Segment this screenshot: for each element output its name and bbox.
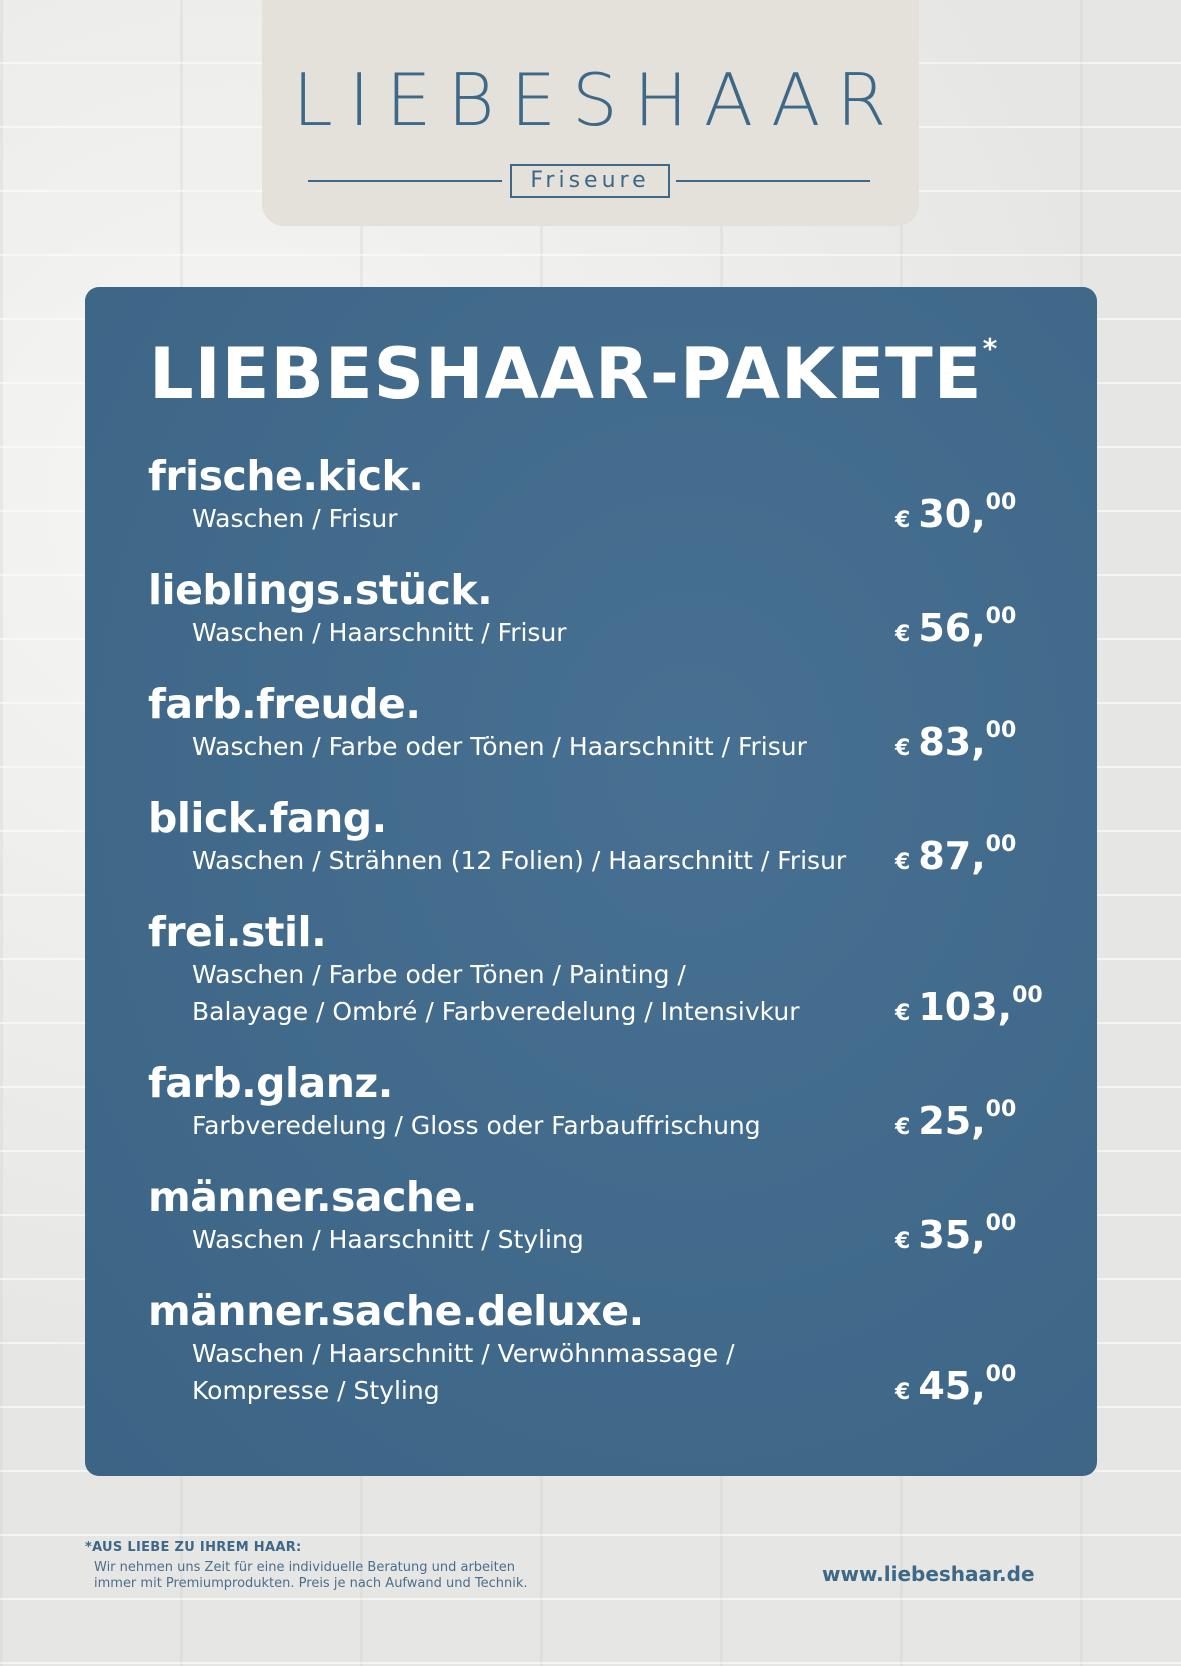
footnote-line: immer mit Premiumprodukten. Preis je nach Aufwand und Technik. [94,1576,528,1591]
price-amount: 35, [918,1213,986,1257]
package-price [895,492,1016,536]
currency-symbol: € [895,1115,911,1140]
package-price [895,834,1016,878]
price-amount: 103, [918,985,1013,1029]
package-name: blick.fang. [148,794,387,842]
package-name: frei.stil. [148,908,327,956]
footnote-text [94,1560,634,1592]
price-amount: 87, [918,834,986,878]
logo-wordmark: LIEBESHAAR [292,58,903,142]
package-name: farb.freude. [148,680,421,728]
package-price [895,1364,1016,1408]
package-price [895,1213,1016,1257]
package-price [895,606,1016,650]
footnote-line: Wir nehmen uns Zeit für eine individuelle Beratung und arbeiten [94,1560,515,1575]
package-description: Waschen / Haarschnitt / Frisur [192,618,567,647]
price-cents: 00 [985,604,1017,629]
currency-symbol: € [895,1380,911,1405]
package-name: frische.kick. [148,452,424,500]
package-description: Waschen / Haarschnitt / Verwöhnmassage / [192,1339,735,1368]
footnote-mark: * [982,332,999,365]
package-price [895,1099,1016,1143]
package-name: männer.sache.deluxe. [148,1287,644,1335]
price-cents: 00 [1012,983,1043,1008]
package-description: Kompresse / Styling [192,1376,440,1405]
logo-subtitle: Friseure [510,164,670,198]
price-amount: 30, [918,492,986,536]
website-link[interactable]: www.liebeshaar.de [822,1562,1035,1586]
currency-symbol: € [895,1001,911,1026]
package-description: Waschen / Haarschnitt / Styling [192,1225,584,1254]
price-cents: 00 [985,1362,1017,1387]
price-cents: 00 [985,490,1017,515]
price-amount: 25, [918,1099,986,1143]
price-amount: 83, [918,720,986,764]
package-price [895,720,1016,764]
currency-symbol: € [895,1229,911,1254]
currency-symbol: € [895,736,911,761]
card-title [149,332,999,415]
price-amount: 45, [918,1364,986,1408]
package-name: männer.sache. [148,1173,477,1221]
package-price [895,985,1043,1029]
card-title-text: LIEBESHAAR-PAKETE [149,333,983,415]
package-description: Farbveredelung / Gloss oder Farbauffrischung [192,1111,761,1140]
package-description: Waschen / Farbe oder Tönen / Haarschnitt / Frisur [192,732,807,761]
price-cents: 00 [985,832,1017,857]
package-description: Waschen / Farbe oder Tönen / Painting / [192,960,686,989]
footnote-title: *AUS LIEBE ZU IHREM HAAR: [85,1540,302,1555]
package-description: Waschen / Strähnen (12 Folien) / Haarschnitt / Frisur [192,846,847,875]
price-cents: 00 [985,1097,1017,1122]
package-name: farb.glanz. [148,1059,393,1107]
price-amount: 56, [918,606,986,650]
packages-card [85,287,1097,1476]
package-description: Waschen / Frisur [192,504,398,533]
currency-symbol: € [895,622,911,647]
logo [262,0,919,226]
currency-symbol: € [895,508,911,533]
package-description: Balayage / Ombré / Farbveredelung / Intensivkur [192,997,800,1026]
price-cents: 00 [985,1211,1017,1236]
currency-symbol: € [895,850,911,875]
logo-rule-right [676,180,870,182]
price-cents: 00 [985,718,1017,743]
package-name: lieblings.stück. [148,566,493,614]
logo-rule-left [308,180,502,182]
